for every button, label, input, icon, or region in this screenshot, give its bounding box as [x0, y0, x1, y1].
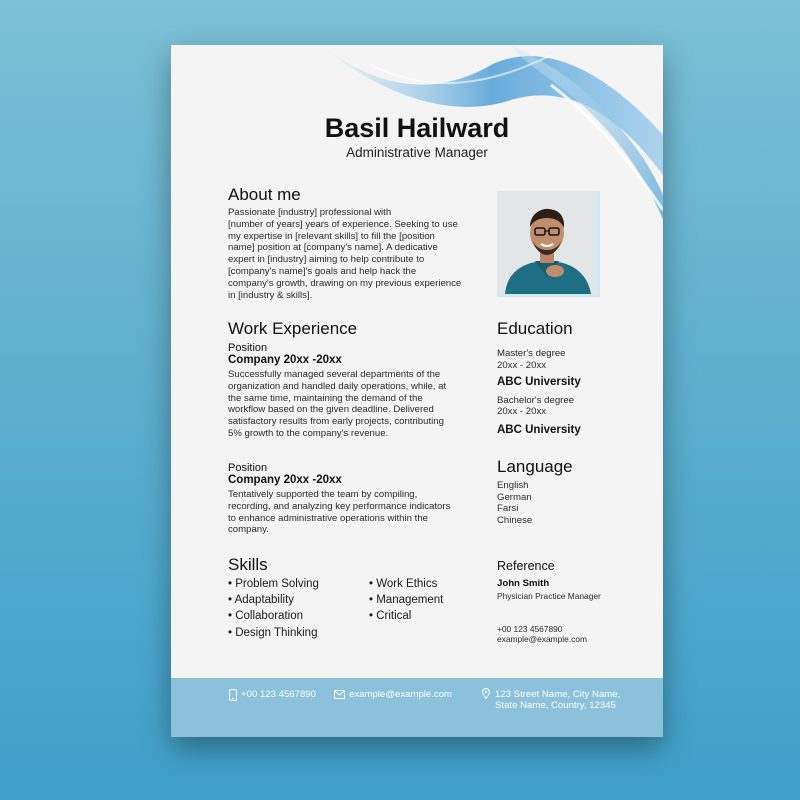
skills-list-2 [369, 576, 443, 625]
job-company: Company 20xx -20xx [228, 474, 342, 486]
job-line: 5% growth to the company's revenue. [228, 427, 389, 439]
about-line: expert in [industry] aiming to help contribute to [228, 254, 425, 266]
job-line: company. [228, 524, 269, 536]
job-line: the same time, maintaining the demand of the [228, 392, 423, 404]
mail-icon [334, 690, 345, 699]
job-company: Company 20xx -20xx [228, 354, 342, 366]
education-heading: Education [497, 319, 573, 338]
skill-item: • Adaptability [228, 594, 295, 607]
about-line: Passionate [industry] professional with [228, 207, 392, 218]
job-title: Administrative Manager [346, 145, 488, 160]
about-line: [number of years] years of experience. Seeking to use [228, 218, 458, 230]
job-position: Position [228, 462, 268, 474]
contact-footer [171, 678, 663, 737]
reference-heading: Reference [497, 559, 555, 573]
person-portrait-icon [497, 191, 600, 297]
job-line: to enhance administrative operations within the [228, 512, 428, 524]
about-line: in [industry & skills]. [228, 289, 313, 301]
job-line: workflow based on the given deadline. Delivered [228, 404, 434, 416]
job-line: Tentatively supported the team by compiling, [228, 489, 418, 500]
edu-years: 20xx - 20xx [497, 406, 547, 417]
reference-phone: +00 123 4567890 [497, 624, 563, 634]
footer-email: example@example.com [349, 689, 453, 700]
skills-heading: Skills [228, 555, 268, 574]
edu-school: ABC University [497, 424, 581, 436]
resume-page [171, 45, 663, 737]
job-line: satisfactory results from early projects, contributing [228, 416, 444, 428]
language-item: German [497, 491, 532, 503]
about-text [228, 207, 488, 301]
language-heading: Language [497, 457, 573, 476]
reference-role: Physician Practice Manager [497, 591, 601, 601]
location-icon [482, 688, 490, 699]
about-line: [company's name]'s goals and help hack the [228, 265, 417, 277]
footer-phone: +00 123 4567890 [241, 689, 316, 700]
about-line: name] position at [company's name]. A dedicative [228, 242, 438, 254]
footer-address-line2: State Name, Country, 12345 [495, 700, 616, 711]
job-line: organization and handled daily operations, while, at [228, 380, 447, 392]
profile-photo [497, 191, 600, 297]
skills-list-1 [228, 576, 319, 641]
about-heading: About me [228, 185, 301, 204]
phone-icon [229, 689, 237, 701]
language-item: Chinese [497, 514, 533, 526]
skill-item: • Work Ethics [369, 578, 438, 590]
about-line: my expertise in [relevant skills] to fill the [position [228, 230, 435, 242]
skill-item: • Design Thinking [228, 626, 318, 639]
resume-name: Basil Hailward [324, 113, 510, 143]
job-position: Position [228, 342, 268, 354]
edu-years: 20xx - 20xx [497, 360, 547, 371]
job-description [228, 369, 488, 440]
reference-email: example@example.com [497, 634, 587, 644]
job-description [228, 489, 488, 536]
skill-item: • Problem Solving [228, 578, 319, 590]
skill-item: • Management [369, 594, 444, 607]
language-list [497, 480, 532, 526]
edu-school: ABC University [497, 376, 581, 388]
footer-address-line1: 123 Street Name, City Name, [495, 689, 621, 700]
skill-item: • Critical [369, 610, 412, 623]
edu-degree: Bachelor's degree [497, 395, 575, 406]
work-heading: Work Experience [228, 319, 358, 338]
language-item: English [497, 480, 529, 491]
skill-item: • Collaboration [228, 610, 303, 623]
language-item: Farsi [497, 503, 519, 515]
about-line: company's growth, drawing on my previous experience [228, 277, 462, 289]
job-line: Successfully managed several departments of the [228, 369, 441, 380]
reference-name: John Smith [497, 578, 550, 589]
edu-degree: Master's degree [497, 348, 566, 359]
job-line: recording, and analyzing key performance indicators [228, 500, 451, 512]
